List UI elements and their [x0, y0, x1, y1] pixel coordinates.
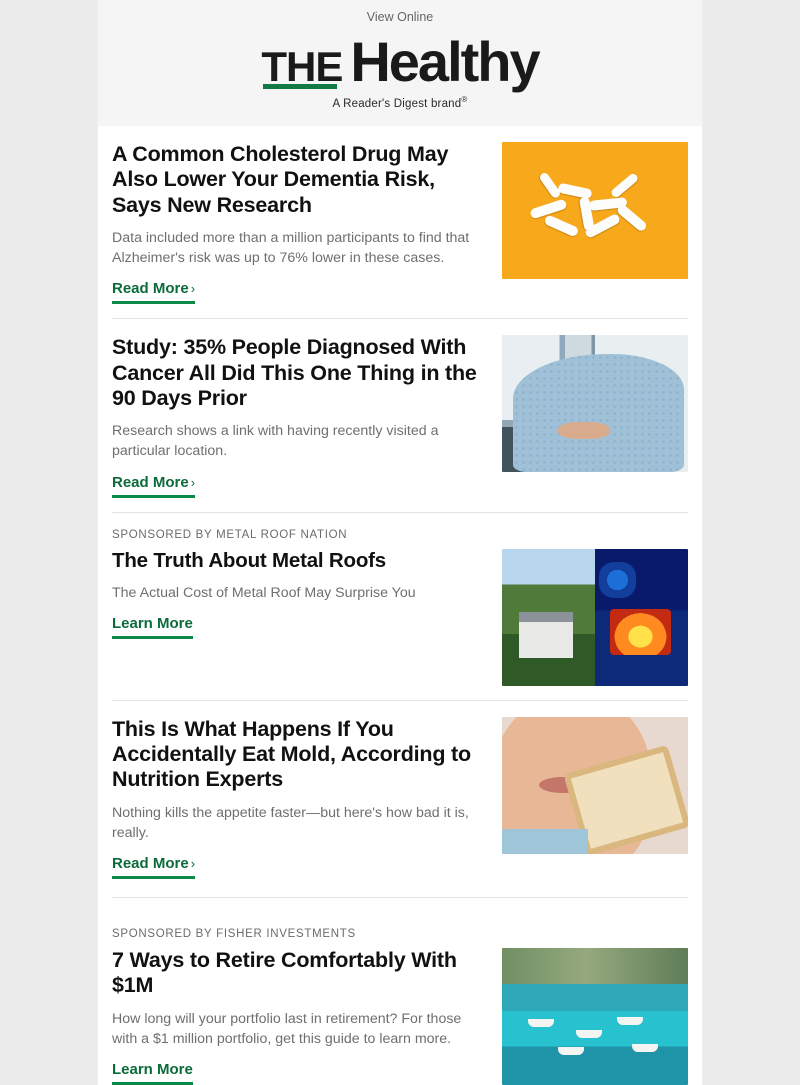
article-dek: The Actual Cost of Metal Roof May Surprise You — [112, 584, 416, 601]
article-item[interactable] — [98, 319, 702, 497]
learn-more-label: Learn More — [112, 1061, 193, 1079]
chevron-right-icon: › — [190, 856, 196, 871]
read-more-label: Read More — [112, 473, 189, 491]
sponsored-item[interactable] — [98, 912, 702, 1085]
learn-more-label: Learn More — [112, 614, 193, 632]
article-dek: Data included more than a million participants to find that Alzheimer's risk was up to 76% lower in these cases. — [112, 229, 470, 267]
chevron-right-icon: › — [190, 474, 196, 490]
article-dek: Nothing kills the appetite faster—but here's how bad it is, really. — [112, 804, 469, 841]
article-thumbnail[interactable] — [502, 717, 688, 854]
bay-image — [502, 948, 688, 1085]
learn-more-link[interactable] — [112, 1061, 193, 1085]
section-spacer — [98, 898, 702, 912]
logo-word-healthy: Healthy — [350, 30, 539, 93]
article-dek: How long will your portfolio last in retirement? For those with a $1 million portfolio, get this guide to learn more. — [112, 1010, 462, 1047]
sponsor-label: SPONSORED BY FISHER INVESTMENTS — [112, 928, 356, 940]
patient-image — [502, 335, 688, 472]
brand-logo[interactable] — [261, 30, 539, 110]
article-headline[interactable]: A Common Cholesterol Drug May Also Lower Your Dementia Risk, Says New Research — [112, 141, 449, 217]
view-online-bar — [98, 0, 702, 30]
article-item[interactable] — [98, 126, 702, 304]
logo-tagline — [261, 95, 538, 110]
pills-image — [502, 142, 688, 279]
read-more-link[interactable] — [112, 474, 195, 498]
article-headline[interactable]: The Truth About Metal Roofs — [112, 548, 386, 572]
view-online-link[interactable]: View Online — [366, 10, 434, 24]
registered-mark-icon: ® — [461, 95, 468, 104]
learn-more-link[interactable] — [112, 615, 193, 639]
eating-mold-image — [502, 717, 688, 854]
sponsor-label: SPONSORED BY METAL ROOF NATION — [112, 528, 348, 541]
article-dek: Research shows a link with having recently visited a particular location. — [112, 423, 439, 460]
metal-roof-image — [502, 549, 688, 686]
article-headline[interactable]: Study: 35% People Diagnosed With Cancer All Did This One Thing in the 90 Days Prior — [112, 335, 477, 410]
article-thumbnail[interactable] — [502, 142, 688, 279]
read-more-label: Read More — [112, 855, 189, 872]
read-more-link[interactable] — [112, 280, 195, 304]
article-headline[interactable]: 7 Ways to Retire Comfortably With $1M — [112, 948, 457, 998]
article-thumbnail[interactable] — [502, 549, 688, 686]
email-body — [98, 0, 702, 1085]
article-headline[interactable]: This Is What Happens If You Accidentally Eat Mold, According to Nutrition Experts — [112, 716, 471, 792]
article-thumbnail[interactable] — [502, 335, 688, 472]
article-item[interactable] — [98, 701, 702, 879]
masthead — [98, 30, 702, 126]
logo-tagline-text: A Reader's Digest brand — [332, 97, 462, 110]
logo-word-the: THE — [261, 43, 343, 90]
read-more-label: Read More — [112, 280, 189, 298]
read-more-link[interactable] — [112, 855, 195, 879]
article-thumbnail[interactable] — [502, 948, 688, 1085]
chevron-right-icon: › — [190, 281, 196, 297]
sponsored-item[interactable] — [98, 513, 702, 686]
